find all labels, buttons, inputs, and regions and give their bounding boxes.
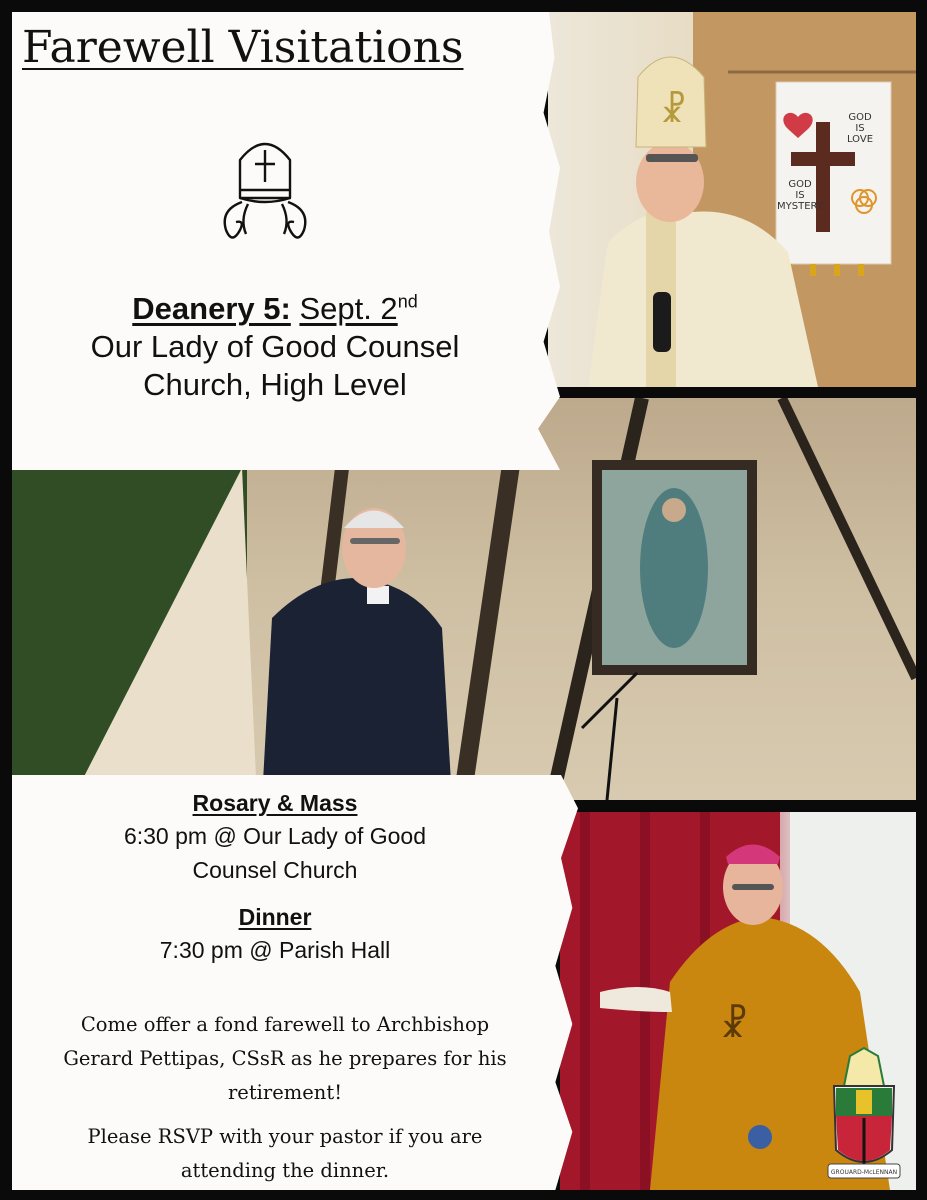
visit-date: Sept. 2 <box>299 291 398 326</box>
photo-archbishop-white-vestments <box>548 12 916 387</box>
farewell-line-1: Come offer a fond farewell to Archbishop <box>80 1013 490 1036</box>
farewell-message <box>50 1008 520 1110</box>
banner-text-is: IS <box>855 123 865 134</box>
church-name-line2: Church, High Level <box>143 366 407 402</box>
church-name-line1: Our Lady of Good Counsel <box>90 328 460 364</box>
deanery-info <box>40 290 510 403</box>
rosary-mass-heading: Rosary & Mass <box>192 790 358 816</box>
chi-rho-icon-2: ☧ <box>720 1005 749 1046</box>
mitre-icon <box>210 130 320 250</box>
dinner-time: 7:30 pm @ Parish Hall <box>159 937 391 963</box>
page-title: Farewell Visitations <box>22 22 464 73</box>
deanery-date-line <box>40 290 510 328</box>
event-schedule <box>30 787 520 967</box>
banner-text-god-2: GOD <box>788 179 812 190</box>
banner-text-love: LOVE <box>846 134 874 145</box>
rsvp-message <box>50 1120 520 1188</box>
banner-text-is-2: IS <box>795 190 805 201</box>
god-is-love-banner <box>776 82 891 276</box>
farewell-line-2: Gerard Pettipas, CSsR as he prepares for his <box>63 1047 507 1070</box>
dinner-heading: Dinner <box>238 904 312 930</box>
deanery-label: Deanery 5: <box>132 291 291 326</box>
visit-date-suffix: nd <box>397 291 418 312</box>
farewell-line-3: retirement! <box>227 1081 343 1104</box>
banner-text-god: GOD <box>848 112 872 123</box>
rosary-mass-time: 6:30 pm @ Our Lady of Good <box>123 823 427 849</box>
rsvp-line-2: attending the dinner. <box>180 1159 390 1182</box>
chi-rho-icon: ☧ <box>660 91 687 131</box>
banner-text-mystery: MYSTERY <box>777 201 823 212</box>
crest-caption: GROUARD-McLENNAN <box>830 1169 898 1176</box>
rosary-mass-location: Counsel Church <box>192 857 358 883</box>
archdiocese-crest-icon <box>820 1046 908 1186</box>
rsvp-line-1: Please RSVP with your pastor if you are <box>87 1125 483 1148</box>
